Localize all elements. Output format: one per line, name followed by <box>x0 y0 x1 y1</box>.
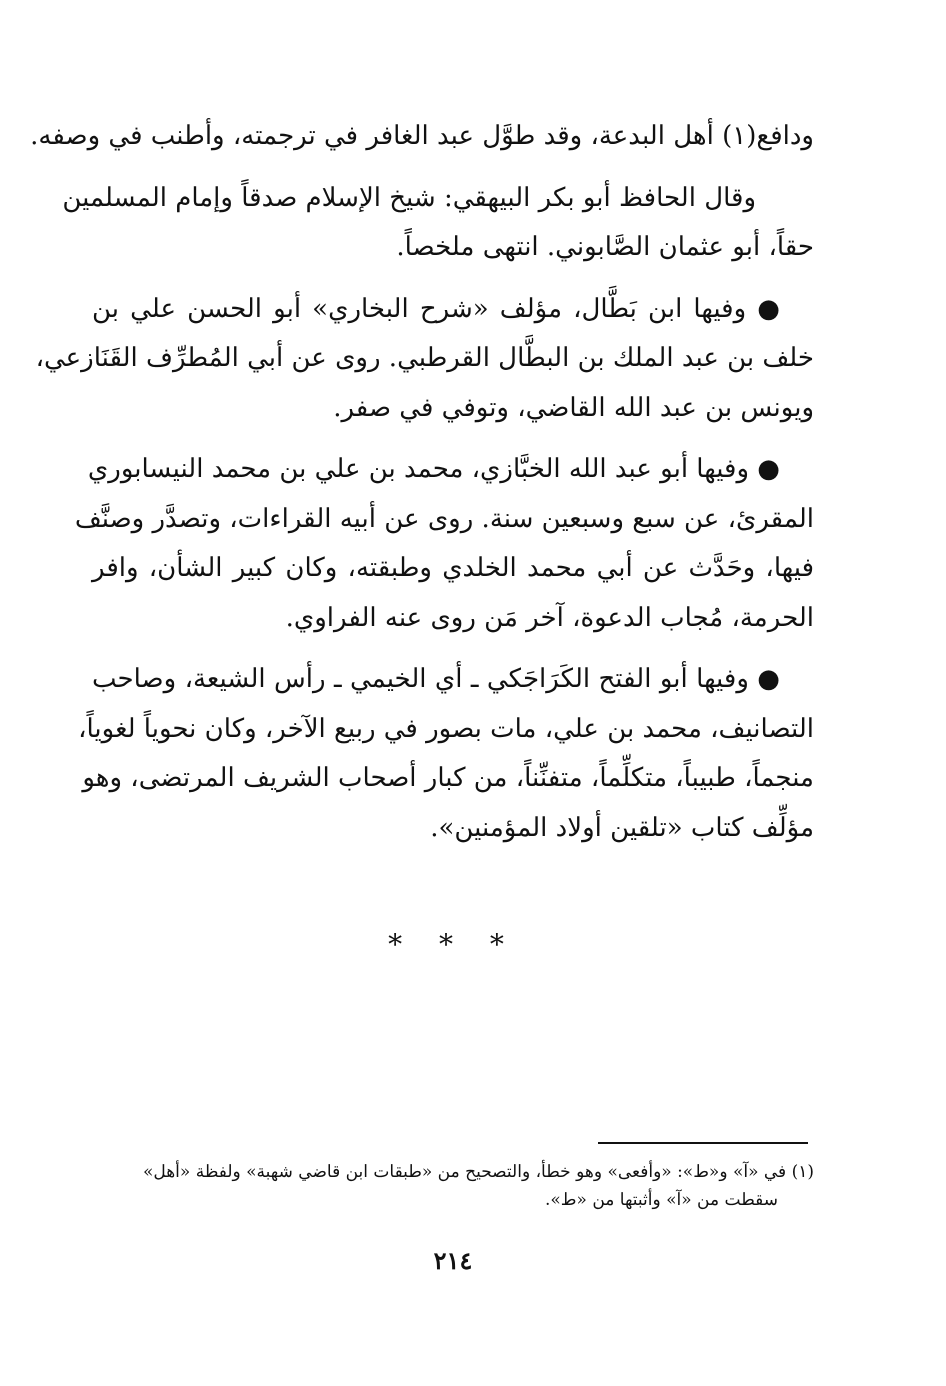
text-line: التصانيف، محمد بن علي، مات بصور في ربيع الآخر، وكان نحوياً لغوياً، <box>78 713 814 744</box>
paragraph-4 <box>74 445 814 643</box>
footnote-line: سقطت من «آ» وأثبتها من «ط». <box>545 1190 778 1210</box>
text-line: فيها، وحَدَّث عن أبي محمد الخلدي وطبقته، وكان كبير الشأن، وافر <box>92 553 814 583</box>
text-line: خلف بن عبد الملك بن البطَّال القرطبي. روى عن أبي المُطرِّف القَنَازعي، <box>35 343 814 373</box>
text-line: ● وفيها أبو الفتح الكَرَاجَكي ـ أي الخيمي ـ رأس الشيعة، وصاحب <box>92 664 780 694</box>
text-line: مؤلِّف كتاب «تلقين أولاد المؤمنين». <box>430 812 814 843</box>
text-line: ● وفيها ابن بَطَّال، مؤلف «شرح البخاري» أبو الحسن علي بن <box>92 293 780 324</box>
page-number: ٢١٤ <box>433 1246 473 1275</box>
section-separator: * * * <box>388 928 518 961</box>
paragraph-2 <box>62 174 814 273</box>
text-line: ● وفيها أبو عبد الله الخبَّازي، محمد بن علي بن محمد النيسابوري <box>87 454 780 484</box>
text-line: ويونس بن عبد الله القاضي، وتوفي في صفر. <box>333 392 814 423</box>
text-line: المقرئ، عن سبع وسبعين سنة. روى عن أبيه القراءات، وتصدَّر وصنَّف <box>74 503 814 534</box>
text-line: حقاً، أبو عثمان الصَّابوني. انتهى ملخصاً. <box>396 232 814 262</box>
text-line: ودافع(١) أهل البدعة، وقد طوَّل عبد الغافر في ترجمته، وأطنب في وصفه. <box>30 121 814 151</box>
footnote-divider <box>598 1142 808 1144</box>
text-line: الحرمة، مُجاب الدعوة، آخر مَن روى عنه الفراوي. <box>285 602 814 633</box>
page-body <box>30 112 814 1312</box>
text-line: وقال الحافظ أبو بكر البيهقي: شيخ الإسلام صدقاً وإمام المسلمين <box>62 182 756 213</box>
footnote <box>92 1158 814 1214</box>
paragraph-1 <box>30 112 814 162</box>
paragraph-3 <box>35 285 814 434</box>
footnote-line: (١) في «آ» و«ط»: «وأفعى» وهو خطأ، والتصحيح من «طبقات ابن قاضي شهبة» ولفظة «أهل» <box>142 1162 814 1182</box>
text-line: منجماً، طبيباً، متكلِّماً، متفنِّناً، من كبار أصحاب الشريف المرتضى، وهو <box>82 763 814 793</box>
paragraph-5 <box>78 655 814 853</box>
